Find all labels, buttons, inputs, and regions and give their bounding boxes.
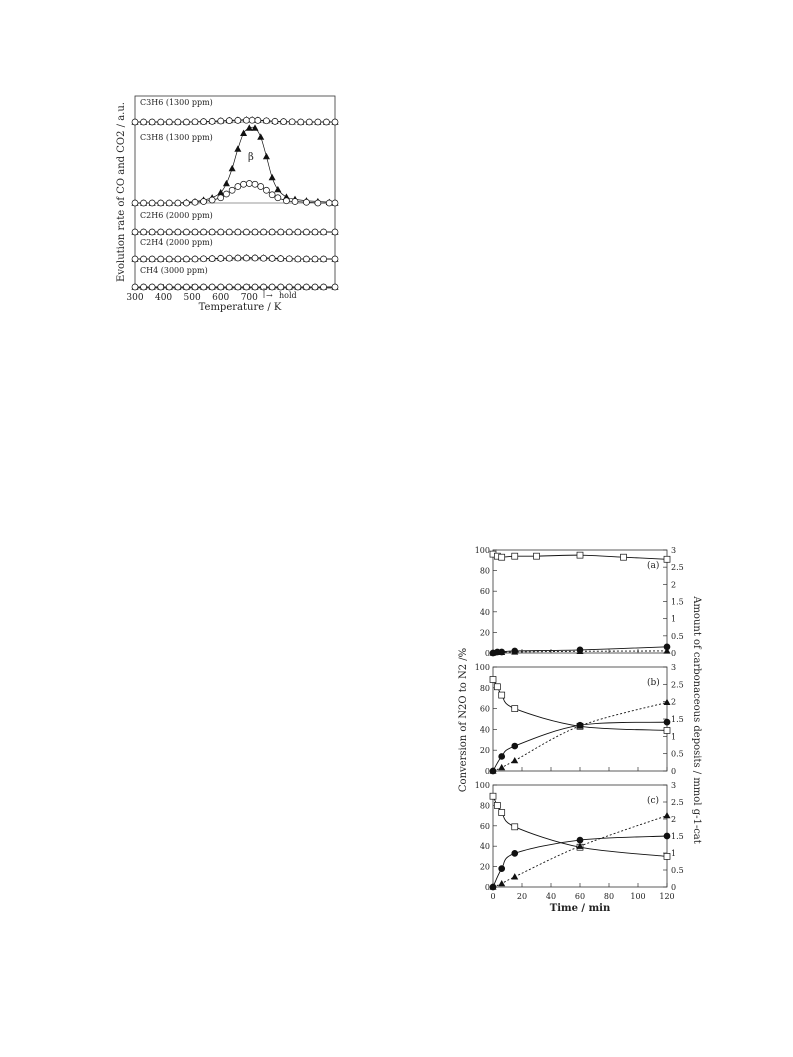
tpr-circle-point bbox=[243, 255, 249, 261]
tpr-circle-point bbox=[281, 119, 287, 125]
tpr-circle-point bbox=[278, 284, 284, 290]
tpr-circle-point bbox=[149, 256, 155, 262]
tpr-circle-point bbox=[303, 199, 309, 205]
n2o-y2-tick-label: 2 bbox=[671, 697, 677, 707]
tpr-circle-point bbox=[241, 181, 247, 187]
n2o-y-tick-label: 40 bbox=[479, 607, 490, 617]
tpr-circle-point bbox=[166, 200, 172, 206]
tpr-circle-point bbox=[183, 229, 189, 235]
tpr-circle-point bbox=[229, 187, 235, 193]
tpr-circle-point bbox=[218, 255, 224, 261]
tpr-circle-point bbox=[132, 256, 138, 262]
tpr-circle-point bbox=[141, 119, 147, 125]
n2o-y-tick-label: 60 bbox=[479, 587, 490, 597]
n2o-y2-tick-label: 0.5 bbox=[671, 749, 684, 759]
tpr-circle-point bbox=[141, 229, 147, 235]
n2o-y2-tick-label: 1 bbox=[671, 614, 677, 624]
tpr-circle-point bbox=[166, 119, 172, 125]
n2o-square-point bbox=[512, 553, 518, 559]
tpr-triangle-point bbox=[241, 130, 247, 135]
tpr-circle-point bbox=[252, 284, 258, 290]
tpr-circle-point bbox=[252, 181, 258, 187]
n2o-y2-tick-label: 2 bbox=[671, 580, 677, 590]
n2o-y-tick-label: 80 bbox=[479, 566, 490, 576]
tpr-x-tick-label: 400 bbox=[154, 293, 173, 303]
n2o-triangle-point bbox=[512, 874, 518, 879]
tpr-triangle-point bbox=[275, 187, 281, 192]
tpr-circle-point bbox=[149, 229, 155, 235]
tpr-circle-point bbox=[323, 119, 329, 125]
n2o-square-point bbox=[664, 853, 670, 859]
tpr-circle-point bbox=[201, 256, 207, 262]
tpr-circle-point bbox=[243, 117, 249, 123]
n2o-square-point bbox=[577, 552, 583, 558]
n2o-square-point bbox=[664, 727, 670, 733]
tpr-circle-point bbox=[261, 255, 267, 261]
tpr-circle-point bbox=[235, 255, 241, 261]
tpr-circle-point bbox=[175, 256, 181, 262]
n2o-x-tick-label: 0 bbox=[490, 892, 496, 901]
n2o-y-tick-label: 0 bbox=[484, 767, 490, 776]
tpr-circle-point bbox=[192, 284, 198, 290]
n2o-y-tick-label: 20 bbox=[479, 746, 490, 756]
tpr-circle-point bbox=[166, 284, 172, 290]
tpr-circle-point bbox=[275, 195, 281, 201]
tpr-y-axis-label: Evolution rate of CO and CO2 / a.u. bbox=[116, 102, 127, 282]
n2o-x-tick-label: 120 bbox=[659, 892, 675, 901]
n2o-x-tick-label: 60 bbox=[574, 892, 586, 901]
n2o-y-tick-label: 100 bbox=[474, 781, 490, 790]
tpr-circle-point bbox=[201, 284, 207, 290]
tpr-circle-point bbox=[141, 256, 147, 262]
tpr-triangle-point bbox=[246, 125, 252, 130]
tpr-x-tick-label: 700 bbox=[240, 293, 258, 303]
tpr-circle-point bbox=[249, 117, 255, 123]
tpr-circle-point bbox=[295, 229, 301, 235]
tpr-circle-point bbox=[226, 255, 232, 261]
n2o-y-tick-label: 40 bbox=[479, 842, 490, 852]
tpr-circle-point bbox=[218, 118, 224, 124]
tpr-circle-point bbox=[332, 229, 338, 235]
n2o-circle-point bbox=[664, 833, 670, 839]
tpr-panel-label: C2H6 (2000 ppm) bbox=[140, 211, 213, 220]
tpr-circle-point bbox=[326, 200, 332, 206]
tpr-circle-point bbox=[303, 284, 309, 290]
n2o-circle-point bbox=[577, 837, 583, 843]
n2o-series-line bbox=[493, 702, 667, 771]
tpr-circle-point bbox=[258, 184, 264, 190]
tpr-circle-point bbox=[158, 256, 164, 262]
tpr-x-axis-label: Temperature / K bbox=[198, 302, 282, 313]
tpr-triangle-point bbox=[229, 166, 235, 171]
n2o-panel-c-frame bbox=[493, 785, 667, 887]
n2o-y2-tick-label: 2.5 bbox=[671, 563, 684, 573]
tpr-circle-point bbox=[235, 229, 241, 235]
n2o-square-point bbox=[512, 824, 518, 830]
tpr-circle-point bbox=[286, 284, 292, 290]
tpr-circle-point bbox=[312, 229, 318, 235]
tpr-circle-point bbox=[201, 229, 207, 235]
tpr-circle-point bbox=[192, 119, 198, 125]
n2o-y2-axis-label: Amount of carbonaceous deposits / mmol g-1-cat bbox=[691, 596, 702, 844]
n2o-y2-tick-label: 0 bbox=[671, 883, 677, 892]
tpr-circle-point bbox=[298, 119, 304, 125]
n2o-y2-tick-label: 1.5 bbox=[671, 715, 684, 724]
n2o-x-tick-label: 20 bbox=[516, 892, 528, 901]
tpr-circle-point bbox=[218, 195, 224, 201]
n2o-x-tick-label: 80 bbox=[603, 892, 615, 901]
n2o-y2-tick-label: 1.5 bbox=[671, 832, 684, 841]
tpr-circle-point bbox=[243, 229, 249, 235]
tpr-triangle-point bbox=[263, 154, 269, 159]
n2o-y2-tick-label: 3 bbox=[671, 663, 677, 672]
n2o-y-tick-label: 80 bbox=[479, 683, 490, 693]
n2o-y2-tick-label: 2.5 bbox=[671, 798, 684, 807]
tpr-circle-point bbox=[332, 256, 338, 262]
n2o-square-point bbox=[494, 802, 500, 808]
n2o-y-tick-label: 0 bbox=[484, 649, 490, 658]
n2o-panel-b-frame bbox=[493, 667, 667, 771]
tpr-circle-point bbox=[295, 284, 301, 290]
n2o-square-point bbox=[494, 684, 500, 690]
n2o-panel bbox=[490, 793, 670, 890]
tpr-circle-point bbox=[332, 284, 338, 290]
tpr-circle-point bbox=[218, 284, 224, 290]
n2o-x-tick-label: 40 bbox=[545, 892, 557, 901]
tpr-circle-point bbox=[243, 284, 249, 290]
n2o-panel-label: (c) bbox=[647, 796, 660, 806]
tpr-circle-point bbox=[166, 229, 172, 235]
tpr-circle-point bbox=[278, 256, 284, 262]
n2o-square-point bbox=[490, 793, 496, 799]
tpr-circle-point bbox=[158, 200, 164, 206]
n2o-square-point bbox=[499, 554, 505, 560]
tpr-circle-point bbox=[303, 256, 309, 262]
n2o-square-point bbox=[621, 554, 627, 560]
tpr-circle-point bbox=[321, 256, 327, 262]
tpr-triangle-point bbox=[235, 146, 241, 151]
tpr-panel-label: CH4 (3000 ppm) bbox=[140, 266, 208, 275]
tpr-circle-point bbox=[292, 199, 298, 205]
tpr-circle-point bbox=[286, 229, 292, 235]
n2o-square-point bbox=[499, 692, 505, 698]
n2o-panels bbox=[490, 551, 670, 890]
tpr-circle-point bbox=[166, 256, 172, 262]
tpr-peak-label: β bbox=[248, 152, 254, 163]
n2o-y2-tick-label: 3 bbox=[671, 546, 677, 555]
n2o-x-axis-label: Time / min bbox=[549, 903, 611, 914]
tpr-circle-point bbox=[312, 256, 318, 262]
n2o-y-tick-label: 60 bbox=[479, 704, 490, 714]
tpr-panel bbox=[132, 125, 338, 206]
n2o-panel-a-frame bbox=[493, 550, 667, 653]
tpr-circle-point bbox=[201, 199, 207, 205]
n2o-square-point bbox=[512, 706, 518, 712]
tpr-circle-point bbox=[132, 119, 138, 125]
n2o-triangle-point bbox=[499, 765, 505, 770]
tpr-x-tick-label: 300 bbox=[126, 293, 144, 303]
n2o-y-tick-label: 20 bbox=[479, 628, 490, 638]
n2o-square-point bbox=[534, 553, 540, 559]
hold-label: hold bbox=[279, 291, 297, 300]
tpr-circle-point bbox=[252, 229, 258, 235]
tpr-circle-point bbox=[175, 200, 181, 206]
tpr-circle-point bbox=[141, 200, 147, 206]
tpr-circle-point bbox=[312, 284, 318, 290]
tpr-circle-point bbox=[289, 119, 295, 125]
n2o-y-tick-label: 60 bbox=[479, 821, 490, 831]
tpr-circle-point bbox=[209, 284, 215, 290]
tpr-panels bbox=[132, 98, 338, 290]
n2o-y-tick-label: 40 bbox=[479, 725, 490, 735]
n2o-panel bbox=[490, 676, 670, 774]
tpr-circle-point bbox=[132, 229, 138, 235]
tpr-circle-point bbox=[209, 256, 215, 262]
n2o-circle-point bbox=[512, 850, 518, 856]
tpr-circle-point bbox=[283, 198, 289, 204]
n2o-y2-tick-label: 2 bbox=[671, 815, 677, 824]
n2o-circle-point bbox=[512, 743, 518, 749]
n2o-square-point bbox=[664, 556, 670, 562]
n2o-square-point bbox=[499, 810, 505, 816]
n2o-y-tick-label: 80 bbox=[479, 801, 490, 811]
n2o-panel bbox=[490, 551, 670, 656]
tpr-circle-point bbox=[183, 256, 189, 262]
tpr-circle-point bbox=[303, 229, 309, 235]
tpr-circle-point bbox=[272, 118, 278, 124]
tpr-circle-point bbox=[223, 191, 229, 197]
tpr-circle-point bbox=[183, 200, 189, 206]
tpr-panel bbox=[132, 238, 338, 262]
tpr-circle-point bbox=[332, 200, 338, 206]
tpr-circle-point bbox=[278, 229, 284, 235]
tpr-circle-point bbox=[315, 200, 321, 206]
tpr-circle-point bbox=[175, 229, 181, 235]
n2o-y2-tick-label: 1.5 bbox=[671, 597, 684, 607]
n2o-y2-tick-label: 2.5 bbox=[671, 680, 684, 690]
tpr-circle-point bbox=[132, 200, 138, 206]
tpr-circle-point bbox=[158, 229, 164, 235]
tpr-circle-point bbox=[269, 284, 275, 290]
tpr-circle-point bbox=[209, 118, 215, 124]
tpr-circle-point bbox=[269, 192, 275, 198]
tpr-circle-point bbox=[183, 284, 189, 290]
tpr-circle-point bbox=[149, 119, 155, 125]
n2o-circle-point bbox=[499, 753, 505, 759]
tpr-triangle-point bbox=[252, 125, 258, 130]
tpr-circle-point bbox=[209, 229, 215, 235]
tpr-circle-point bbox=[286, 256, 292, 262]
n2o-y2-tick-label: 0.5 bbox=[671, 866, 684, 875]
tpr-panel-label: C3H8 (1300 ppm) bbox=[140, 133, 213, 142]
n2o-circle-point bbox=[499, 866, 505, 872]
n2o-y2-tick-label: 0 bbox=[671, 767, 677, 776]
tpr-circle-point bbox=[192, 199, 198, 205]
tpr-panel bbox=[132, 211, 338, 235]
tpr-circle-point bbox=[183, 119, 189, 125]
tpr-circle-point bbox=[158, 284, 164, 290]
tpr-x-tick-label: 500 bbox=[183, 293, 201, 303]
n2o-triangle-point bbox=[512, 758, 518, 763]
tpr-circle-point bbox=[149, 284, 155, 290]
tpr-circle-point bbox=[261, 229, 267, 235]
tpr-circle-point bbox=[149, 200, 155, 206]
n2o-series-line bbox=[493, 816, 667, 887]
tpr-circle-point bbox=[226, 229, 232, 235]
tpr-circle-point bbox=[226, 284, 232, 290]
n2o-triangle-point bbox=[664, 699, 670, 704]
n2o-square-point bbox=[490, 676, 496, 682]
tpr-circle-point bbox=[132, 284, 138, 290]
tpr-triangle-point bbox=[223, 181, 229, 186]
tpr-triangle-point bbox=[269, 175, 275, 180]
tpr-panel bbox=[132, 266, 338, 290]
n2o-circle-point bbox=[664, 719, 670, 725]
tpr-circle-point bbox=[235, 117, 241, 123]
tpr-x-tick-label: 600 bbox=[212, 293, 230, 303]
tpr-circle-point bbox=[252, 255, 258, 261]
tpr-circle-point bbox=[141, 284, 147, 290]
n2o-x-tick-label: 100 bbox=[630, 892, 646, 901]
n2o-y-axis-label: Conversion of N2O to N2 /% bbox=[458, 647, 469, 793]
n2o-y2-tick-label: 1 bbox=[671, 849, 677, 858]
tpr-circle-point bbox=[315, 119, 321, 125]
tpr-circle-point bbox=[175, 119, 181, 125]
tpr-circle-point bbox=[332, 119, 338, 125]
n2o-y2-tick-label: 1 bbox=[671, 732, 677, 742]
tpr-circle-point bbox=[295, 256, 301, 262]
n2o-y2-tick-label: 0 bbox=[671, 649, 677, 658]
tpr-circle-point bbox=[192, 256, 198, 262]
n2o-y-tick-label: 100 bbox=[474, 546, 490, 555]
tpr-circle-point bbox=[218, 229, 224, 235]
n2o-y-tick-label: 0 bbox=[484, 883, 490, 892]
tpr-circle-point bbox=[158, 119, 164, 125]
tpr-circle-point bbox=[235, 184, 241, 190]
tpr-circle-point bbox=[226, 118, 232, 124]
tpr-panel bbox=[132, 98, 338, 125]
hold-arrow-icon: → bbox=[266, 291, 273, 300]
tpr-circle-point bbox=[175, 284, 181, 290]
tpr-circle-point bbox=[321, 284, 327, 290]
tpr-circle-point bbox=[269, 229, 275, 235]
tpr-circle-point bbox=[321, 229, 327, 235]
tpr-circle-point bbox=[255, 117, 261, 123]
tpr-circle-point bbox=[246, 181, 252, 187]
tpr-circle-point bbox=[263, 118, 269, 124]
n2o-y-tick-label: 100 bbox=[474, 663, 490, 672]
tpr-circle-point bbox=[235, 284, 241, 290]
n2o-panel-label: (b) bbox=[647, 678, 660, 688]
tpr-circle-point bbox=[269, 255, 275, 261]
tpr-panel-label: C2H4 (2000 ppm) bbox=[140, 238, 213, 247]
n2o-y-tick-label: 20 bbox=[479, 862, 490, 872]
tpr-circle-point bbox=[261, 284, 267, 290]
n2o-triangle-point bbox=[499, 881, 505, 886]
tpr-circle-point bbox=[209, 197, 215, 203]
tpr-circle-point bbox=[201, 119, 207, 125]
tpr-panel-label: C3H6 (1300 ppm) bbox=[140, 98, 213, 107]
n2o-y2-tick-label: 0.5 bbox=[671, 631, 684, 641]
tpr-circle-point bbox=[192, 229, 198, 235]
n2o-y2-tick-label: 3 bbox=[671, 781, 677, 790]
tpr-circle-point bbox=[263, 187, 269, 193]
n2o-triangle-point bbox=[664, 813, 670, 818]
tpr-triangle-point bbox=[258, 134, 264, 139]
tpr-circle-point bbox=[306, 119, 312, 125]
n2o-panel-label: (a) bbox=[647, 561, 660, 571]
